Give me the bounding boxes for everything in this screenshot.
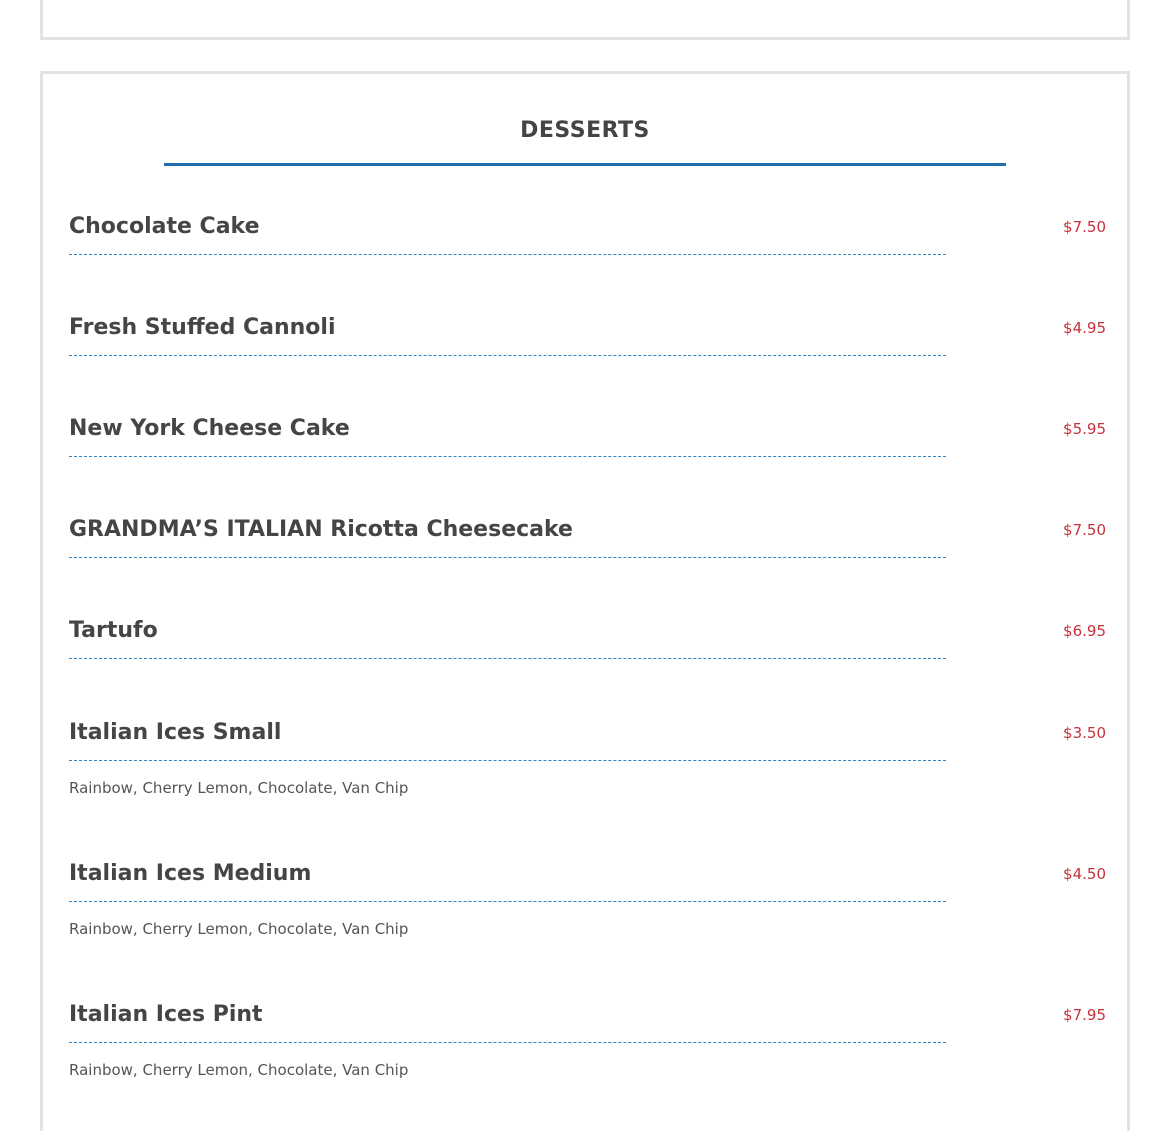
menu-item-price: $3.50	[1063, 724, 1106, 742]
desserts-section-card	[40, 71, 1130, 1131]
menu-item-divider	[69, 1042, 946, 1043]
menu-item-description: Rainbow, Cherry Lemon, Chocolate, Van Chip	[69, 1061, 409, 1079]
menu-item-price: $6.95	[1063, 622, 1106, 640]
menu-item-divider	[69, 760, 946, 761]
section-title: DESSERTS	[520, 118, 650, 143]
section-title-underline	[164, 163, 1006, 166]
previous-section-card	[40, 0, 1130, 40]
menu-item-name: Italian Ices Medium	[69, 861, 312, 886]
menu-item-divider	[69, 456, 946, 457]
menu-item-price: $4.50	[1063, 865, 1106, 883]
menu-item-name: Italian Ices Small	[69, 720, 282, 745]
menu-item-name: Tartufo	[69, 618, 158, 643]
menu-item-price: $7.50	[1063, 218, 1106, 236]
menu-item-name: Italian Ices Pint	[69, 1002, 263, 1027]
menu-item-divider	[69, 355, 946, 356]
menu-item-price: $4.95	[1063, 319, 1106, 337]
menu-item-price: $7.50	[1063, 521, 1106, 539]
menu-item-price: $5.95	[1063, 420, 1106, 438]
menu-item-name: Chocolate Cake	[69, 214, 260, 239]
menu-item-name: GRANDMA’S ITALIAN Ricotta Cheesecake	[69, 517, 573, 542]
menu-item-price: $7.95	[1063, 1006, 1106, 1024]
menu-item-name: New York Cheese Cake	[69, 416, 350, 441]
menu-item-name: Fresh Stuffed Cannoli	[69, 315, 336, 340]
menu-item-divider	[69, 254, 946, 255]
menu-item-divider	[69, 901, 946, 902]
menu-item-description: Rainbow, Cherry Lemon, Chocolate, Van Chip	[69, 920, 409, 938]
menu-item-description: Rainbow, Cherry Lemon, Chocolate, Van Chip	[69, 779, 409, 797]
menu-item-divider	[69, 658, 946, 659]
menu-item-divider	[69, 557, 946, 558]
